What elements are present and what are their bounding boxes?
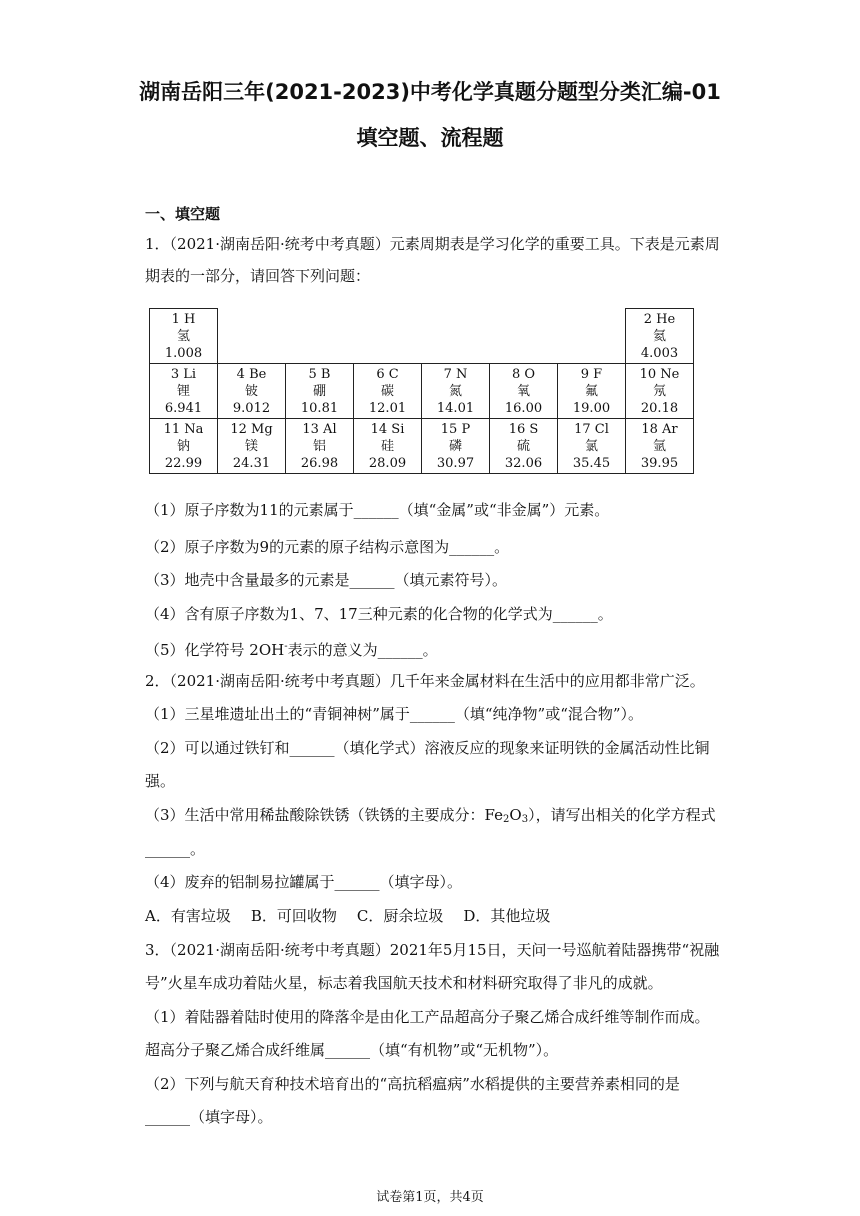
q1-sub5: [145, 637, 438, 660]
q2-sub2-line1: （2）可以通过铁钉和______（填化学式）溶液反应的现象来证明铁的金属活动性比铜: [145, 739, 710, 757]
q1-sub5-part-a: （5）化学符号 2OH: [145, 641, 285, 659]
element-cell: [218, 419, 286, 474]
element-name: 硅: [380, 438, 394, 454]
element-atomic-mass: 10.81: [300, 400, 339, 416]
element-atomic-mass: 24.31: [232, 455, 271, 471]
element-number-symbol: 10 Ne: [639, 366, 680, 382]
empty-cell: [218, 309, 286, 364]
q1-intro-line2: 期表的一部分，请回答下列问题：: [145, 267, 371, 285]
element-cell-content: [626, 364, 693, 418]
element-cell: [422, 364, 490, 419]
element-number-symbol: 12 Mg: [230, 421, 273, 437]
element-cell-content: [150, 309, 217, 363]
element-cell: [218, 364, 286, 419]
q3-intro-line2: 号”火星车成功着陆火星，标志着我国航天技术和材料研究取得了非凡的成就。: [145, 974, 663, 992]
element-name: 硼: [312, 383, 326, 399]
element-name: 锂: [176, 383, 190, 399]
element-cell-content: [422, 364, 489, 418]
element-name: 铝: [312, 438, 326, 454]
periodic-table-row: [150, 419, 694, 474]
element-atomic-mass: 22.99: [164, 455, 203, 471]
element-number-symbol: 13 Al: [302, 421, 337, 437]
element-number-symbol: 15 P: [440, 421, 471, 437]
element-cell: [490, 364, 558, 419]
page-footer: 试卷第1页，共4页: [376, 1190, 484, 1205]
element-cell-content: [150, 364, 217, 418]
q2-option-a: A．有害垃圾: [145, 907, 231, 925]
element-number-symbol: 7 N: [443, 366, 468, 382]
q3-sub1-line2: 超高分子聚乙烯合成纤维属______（填“有机物”或“无机物”）。: [145, 1041, 559, 1059]
element-name: 钠: [176, 438, 190, 454]
q1-sub3: （3）地壳中含量最多的元素是______（填元素符号）。: [145, 571, 508, 589]
element-number-symbol: 16 S: [508, 421, 539, 437]
element-name: 镁: [244, 438, 258, 454]
element-cell: [558, 419, 626, 474]
q1-sub1: （1）原子序数为11的元素属于______（填“金属”或“非金属”）元素。: [145, 501, 610, 519]
element-atomic-mass: 9.012: [232, 400, 271, 416]
element-cell-content: [626, 419, 693, 473]
element-name: 氯: [584, 438, 598, 454]
element-number-symbol: 5 B: [308, 366, 331, 382]
element-atomic-mass: 6.941: [164, 400, 203, 416]
element-cell: [626, 419, 694, 474]
element-name: 氮: [448, 383, 462, 399]
element-cell-content: [422, 419, 489, 473]
empty-cell: [354, 309, 422, 364]
q3-intro-line1: 3．（2021·湖南岳阳·统考中考真题）2021年5月15日，天问一号巡航着陆器携带“祝融: [145, 941, 720, 959]
element-number-symbol: 18 Ar: [641, 421, 678, 437]
element-cell: [354, 364, 422, 419]
element-number-symbol: 1 H: [171, 311, 196, 327]
q2-options: [145, 906, 570, 926]
q1-intro-line1: 1．（2021·湖南岳阳·统考中考真题）元素周期表是学习化学的重要工具。下表是元素周: [145, 235, 720, 253]
q2-sub3-part-a: （3）生活中常用稀盐酸除铁锈（铁锈的主要成分：Fe: [145, 806, 504, 824]
element-cell-content: [490, 364, 557, 418]
element-cell-content: [558, 419, 625, 473]
periodic-table: [149, 308, 694, 474]
element-number-symbol: 8 O: [511, 366, 536, 382]
element-name: 磷: [448, 438, 462, 454]
q2-option-c: C．厨余垃圾: [356, 907, 444, 925]
q3-sub1-line1: （1）着陆器着陆时使用的降落伞是由化工产品超高分子聚乙烯合成纤维等制作而成。: [145, 1008, 710, 1026]
element-cell: [490, 419, 558, 474]
element-name: 氢: [176, 328, 190, 344]
element-number-symbol: 6 C: [376, 366, 399, 382]
q2-option-b: B．可回收物: [250, 907, 337, 925]
empty-cell: [422, 309, 490, 364]
element-atomic-mass: 16.00: [504, 400, 543, 416]
empty-cell: [490, 309, 558, 364]
q1-sub2: （2）原子序数为9的元素的原子结构示意图为______。: [145, 538, 510, 556]
element-atomic-mass: 1.008: [164, 345, 203, 361]
q2-option-d: D．其他垃圾: [463, 907, 551, 925]
element-number-symbol: 9 F: [580, 366, 603, 382]
q2-sub3-part-c: ），请写出相关的化学方程式: [528, 806, 716, 824]
document-title-line1: 湖南岳阳三年(2021-2023)中考化学真题分题型分类汇编-01: [139, 80, 721, 104]
element-cell: [422, 419, 490, 474]
element-name: 氟: [584, 383, 598, 399]
empty-cell: [286, 309, 354, 364]
document-title-line2: 填空题、流程题: [356, 126, 504, 150]
element-name: 氩: [652, 438, 666, 454]
q2-sub4: （4）废弃的铝制易拉罐属于______（填字母）。: [145, 873, 463, 891]
element-cell-content: [626, 309, 693, 363]
q3-sub2-line2: ______（填字母）。: [145, 1108, 273, 1126]
element-name: 氦: [652, 328, 666, 344]
element-cell-content: [558, 364, 625, 418]
element-atomic-mass: 19.00: [572, 400, 611, 416]
element-atomic-mass: 4.003: [640, 345, 679, 361]
element-cell-content: [218, 364, 285, 418]
element-name: 氧: [516, 383, 530, 399]
element-cell-content: [354, 419, 421, 473]
element-cell-content: [354, 364, 421, 418]
element-atomic-mass: 30.97: [436, 455, 475, 471]
element-cell-content: [286, 419, 353, 473]
element-atomic-mass: 20.18: [640, 400, 679, 416]
element-atomic-mass: 14.01: [436, 400, 475, 416]
element-name: 铍: [244, 383, 258, 399]
q1-sub4: （4）含有原子序数为1、7、17三种元素的化合物的化学式为______。: [145, 605, 613, 623]
element-cell: [150, 364, 218, 419]
element-cell: [150, 419, 218, 474]
element-number-symbol: 2 He: [643, 311, 676, 327]
q2-sub3-part-b: O: [509, 806, 522, 824]
element-atomic-mass: 28.09: [368, 455, 407, 471]
q3-sub2-line1: （2）下列与航天育种技术培育出的“高抗稻瘟病”水稻提供的主要营养素相同的是: [145, 1075, 680, 1093]
element-cell: [626, 364, 694, 419]
q1-sub5-charge: -: [284, 641, 288, 652]
element-cell-content: [286, 364, 353, 418]
element-number-symbol: 11 Na: [163, 421, 204, 437]
element-number-symbol: 3 Li: [170, 366, 197, 382]
q2-sub3: [145, 805, 716, 830]
element-name: 氖: [652, 383, 666, 399]
element-name: 碳: [380, 383, 394, 399]
element-cell: [150, 309, 218, 364]
element-cell: [286, 419, 354, 474]
q2-sub3-line2: ______。: [145, 840, 206, 858]
empty-cell: [558, 309, 626, 364]
q2-sub3-subscript-1: 2: [503, 814, 510, 825]
element-atomic-mass: 39.95: [640, 455, 679, 471]
element-cell: [626, 309, 694, 364]
element-atomic-mass: 35.45: [572, 455, 611, 471]
q2-intro: 2．（2021·湖南岳阳·统考中考真题）几千年来金属材料在生活中的应用都非常广泛。: [145, 672, 705, 690]
periodic-table-row: [150, 364, 694, 419]
element-cell-content: [490, 419, 557, 473]
q2-sub1: （1）三星堆遗址出土的“青铜神树”属于______（填“纯净物”或“混合物”）。: [145, 705, 644, 723]
element-name: 硫: [516, 438, 530, 454]
element-number-symbol: 17 Cl: [574, 421, 609, 437]
element-cell-content: [218, 419, 285, 473]
element-number-symbol: 4 Be: [236, 366, 267, 382]
element-atomic-mass: 32.06: [504, 455, 543, 471]
element-atomic-mass: 12.01: [368, 400, 407, 416]
element-cell: [558, 364, 626, 419]
element-number-symbol: 14 Si: [370, 421, 405, 437]
q2-sub2-line2: 强。: [145, 772, 176, 790]
element-atomic-mass: 26.98: [300, 455, 339, 471]
section-heading: 一、填空题: [145, 205, 221, 223]
element-cell: [354, 419, 422, 474]
periodic-table-row: [150, 309, 694, 364]
q1-sub5-part-b: 表示的意义为______。: [287, 641, 438, 659]
q2-sub3-subscript-2: 3: [521, 814, 529, 825]
element-cell-content: [150, 419, 217, 473]
element-cell: [286, 364, 354, 419]
